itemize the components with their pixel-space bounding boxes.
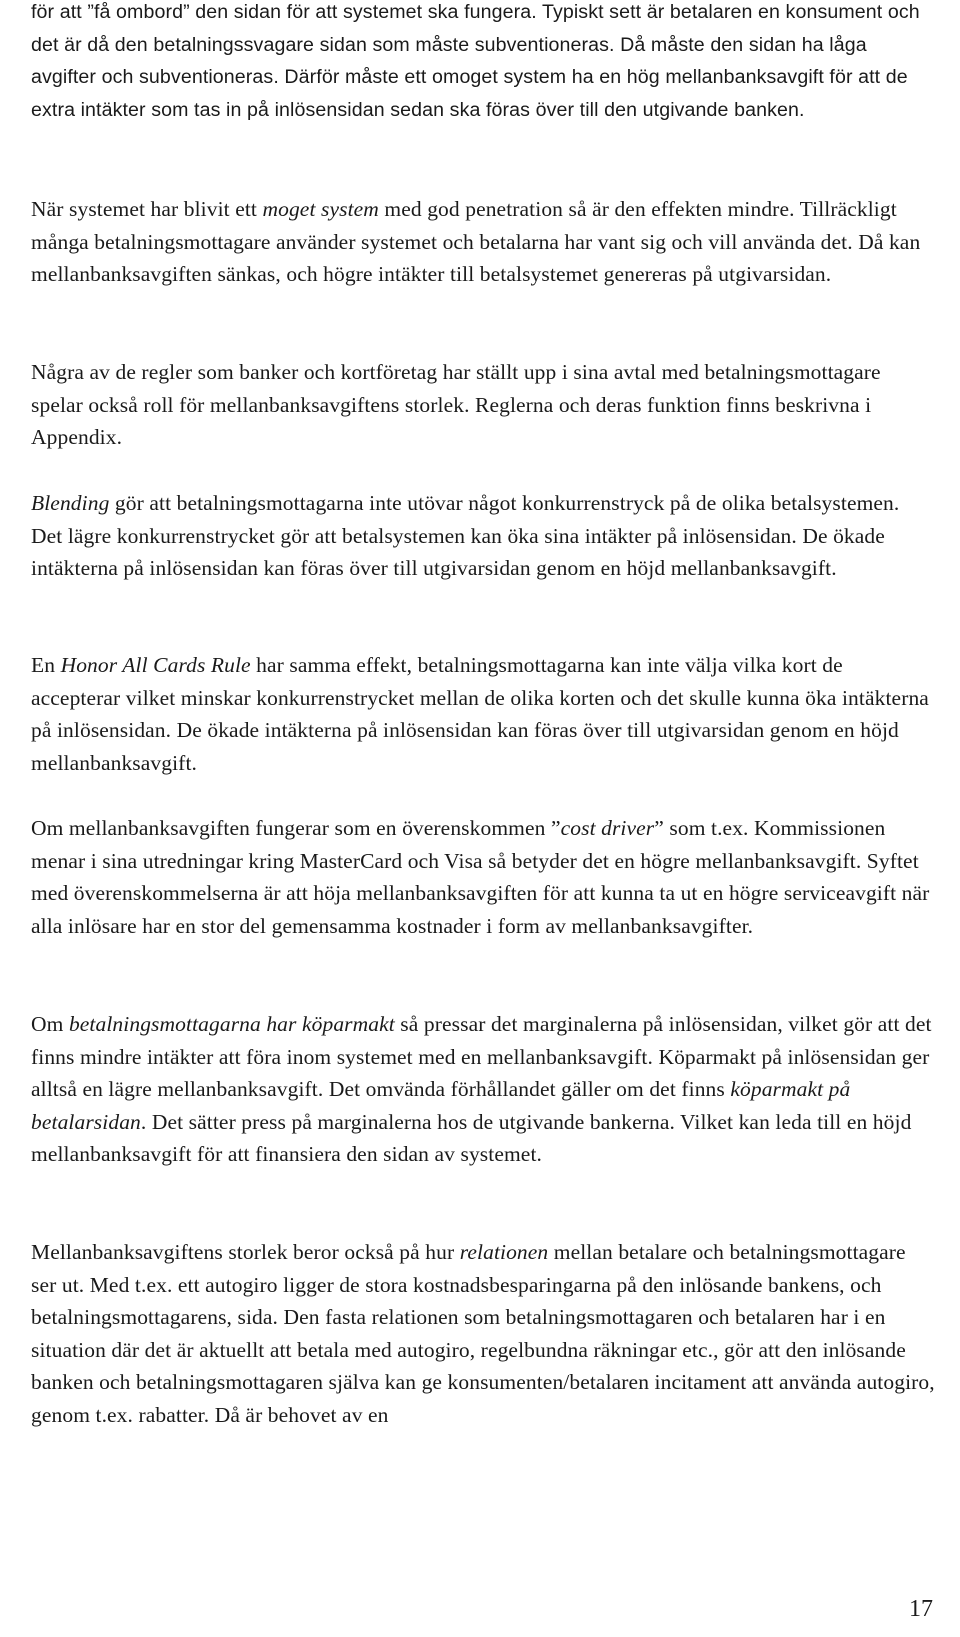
text-run: Om mellanbanksavgiften fungerar som en överenskommen ” (31, 816, 561, 840)
text-run: . Det sätter press på marginalerna hos de utgivande bankerna. Vilket kan leda till en höjd mellanbanksavgift för att finansiera den sidan av systemet. (31, 1109, 912, 1167)
italic-term: Honor All Cards Rule (60, 653, 251, 677)
paragraph-1 (31, 0, 936, 126)
page-number: 17 (909, 1596, 933, 1622)
italic-term: betalningsmottagarna har köparmakt (68, 1012, 395, 1036)
italic-term: köparmakt på betalarsidan (31, 1077, 851, 1134)
text-run: med god penetration så är den effekten mindre. Tillräckligt många betalningsmottagare använder systemet och betalarna har vant sig och vill använda det. Då kan mellanbanksavgiften sänkas, och högre intäkter till betalsystemet genereras på utgivarsidan. (31, 197, 921, 287)
text-run: gör att betalningsmottagarna inte utövar något konkurrenstryck på de olika betalsystemen. Det lägre konkurrenstrycket gör att betalsystemen kan öka sina intäkter på inlösensidan. De ökade intäkterna på inlösensidan kan föras över till utgivarsidan genom en höjd mellanbanksavgift. (31, 491, 900, 581)
text-run: Några av de regler som banker och kortföretag har ställt upp i sina avtal med betalningsmottagare spelar också roll för mellanbanksavgiftens storlek. Reglerna och deras funktion finns beskrivna i Appendix. (31, 360, 881, 450)
italic-term: cost driver (560, 816, 655, 840)
text-run: ” som t.ex. Kommissionen menar i sina utredningar kring MasterCard och Visa så betyder det en högre mellanbanksavgift. Syftet med överenskommelserna är att höja mellanbanksavgiften för att kunna ta ut en högre serviceavgift när alla inlösare har en stor del gemensamma kostnader i form av mellanbanksavgifter. (31, 816, 930, 938)
paragraph-4 (31, 487, 936, 585)
italic-term: moget system (262, 197, 379, 221)
text-run: När systemet har blivit ett (31, 197, 263, 221)
text-run: har samma effekt, betalningsmottagarna kan inte välja vilka kort de accepterar vilket minskar konkurrenstrycket mellan de olika korten och det skulle kunna öka intäkterna på inlösensidan. De ökade intäkterna på inlösensidan kan föras över till utgivarsidan genom en höjd mellanbanksavgift. (31, 653, 929, 775)
paragraph-8 (31, 1236, 936, 1432)
paragraph-3 (31, 356, 936, 454)
text-run: så pressar det marginalerna på inlösensidan, vilket gör att det finns mindre intäkter att föra inom systemet med en mellanbanksavgift. Köparmakt på inlösensidan ger alltså en lägre mellanbanksavgift. Det omvända förhållandet gäller om det finns (31, 1012, 932, 1102)
italic-term: Blending (31, 491, 110, 515)
text-run: för att ”få ombord” den sidan för att systemet ska fungera. Typiskt sett är betalaren en konsument och det är då den betalningssvagare sidan som måste subventioneras. Då måste den sidan ha låga avgifter och subventioneras. Därför måste ett omoget system ha en hög mellanbanksavgift för att de extra intäkter som tas in på inlösensidan sedan ska föras över till den utgivande banken. (31, 1, 920, 121)
paragraph-7 (31, 1008, 936, 1171)
paragraph-5 (31, 649, 936, 779)
text-run: Mellanbanksavgiftens storlek beror också på hur (31, 1240, 460, 1264)
italic-term: relationen (459, 1240, 549, 1264)
paragraph-2 (31, 193, 936, 291)
text-run: En (31, 653, 61, 677)
text-run: Om (31, 1012, 69, 1036)
text-run: mellan betalare och betalningsmottagare ser ut. Med t.ex. ett autogiro ligger de stora kostnadsbesparingarna på den inlösande bankens, och betalningsmottagarens, sida. Den fasta relationen som betalningsmottagaren och betalaren har i en situation där det är aktuellt att betala med autogiro, regelbundna räkningar etc., gör att den inlösande banken och betalningsmottagaren själva kan ge konsumenten/betalaren incitament att använda autogiro, genom t.ex. rabatter. Då är behovet av en (31, 1240, 935, 1427)
paragraph-6 (31, 812, 936, 942)
